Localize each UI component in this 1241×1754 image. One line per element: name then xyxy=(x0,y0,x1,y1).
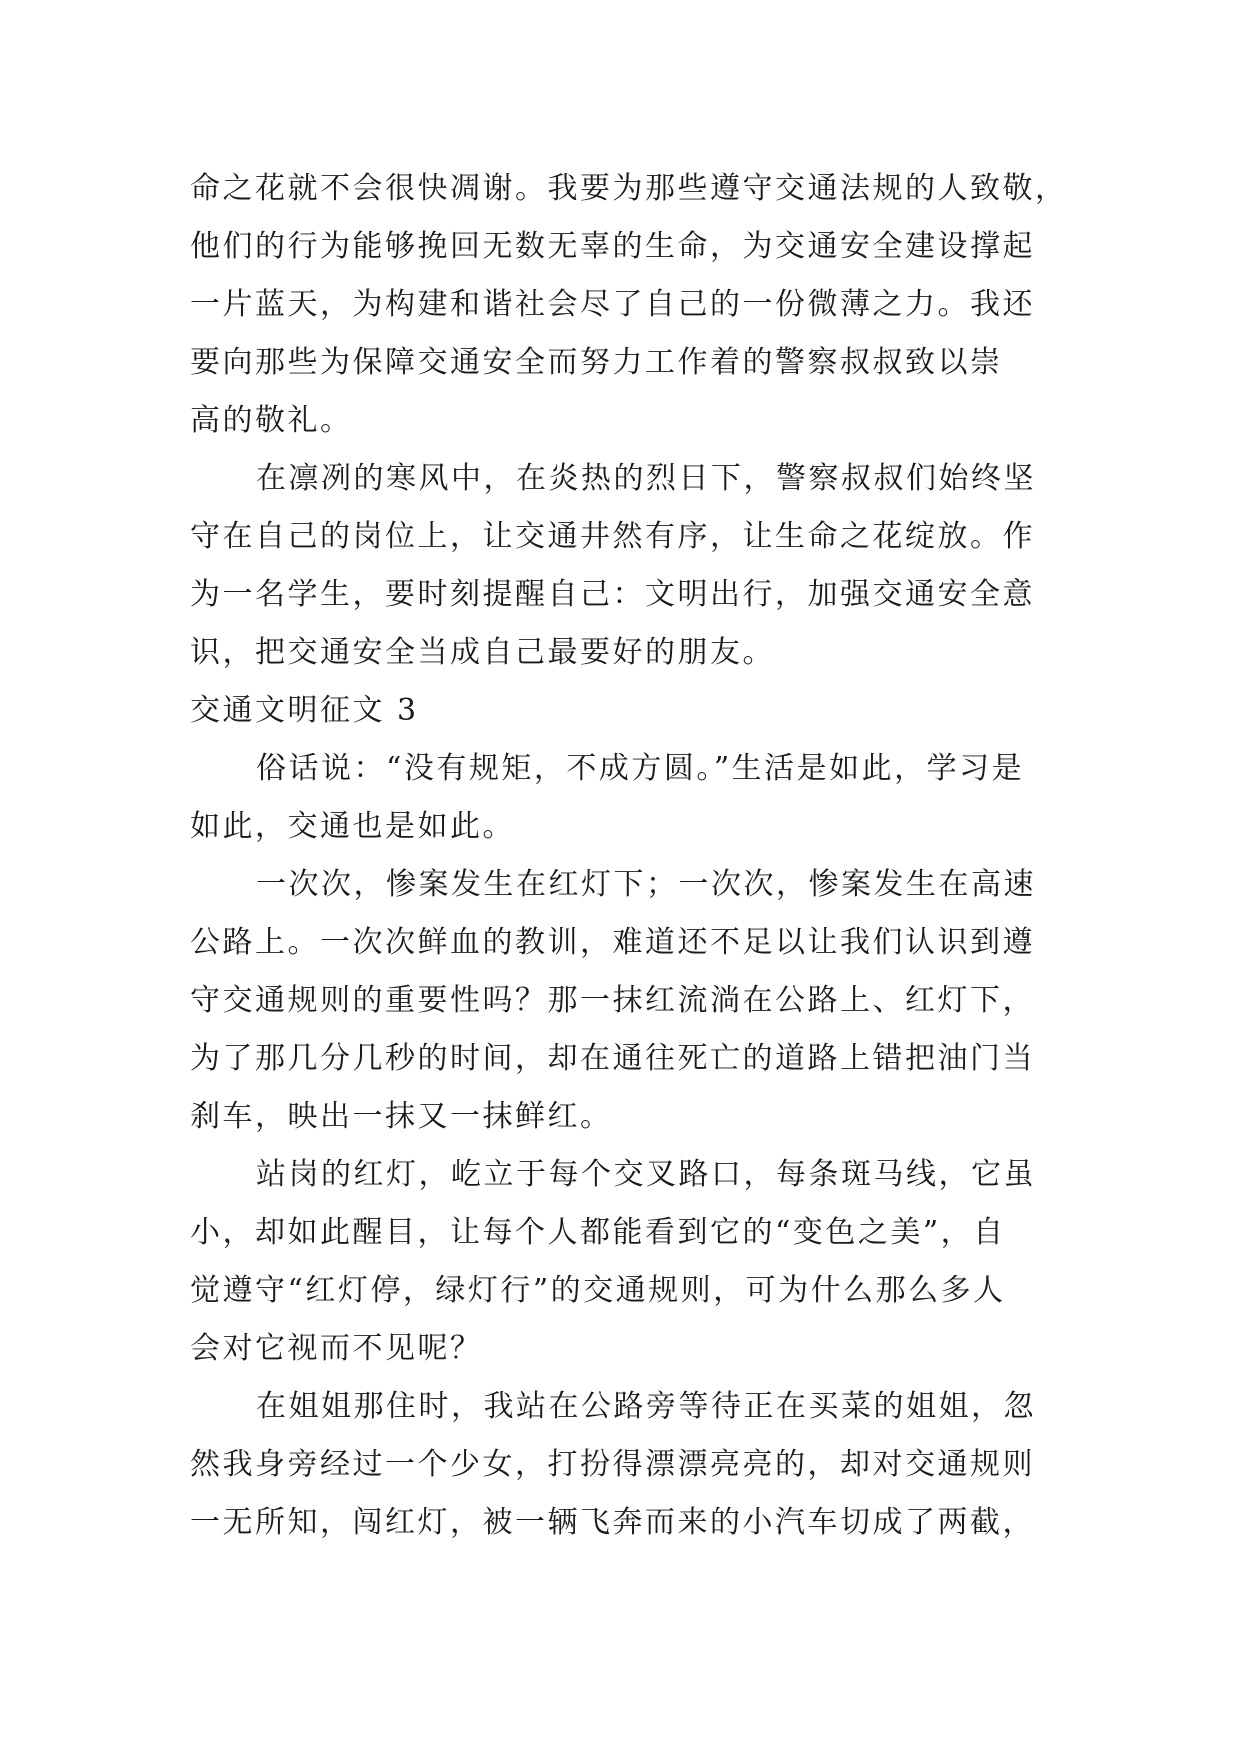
text-line: 为了那几分几秒的时间，却在通往死亡的道路上错把油门当 xyxy=(190,1041,1035,1076)
paragraph xyxy=(190,740,1085,856)
text-line: 高的敬礼。 xyxy=(190,403,353,438)
paragraph xyxy=(190,856,1085,1146)
paragraph xyxy=(190,1378,1085,1552)
text-line: 如此，交通也是如此。 xyxy=(190,809,515,844)
text-line: 刹车，映出一抹又一抹鲜红。 xyxy=(190,1099,613,1134)
text-line: 要向那些为保障交通安全而努力工作着的警察叔叔致以崇 xyxy=(190,345,1003,380)
text-line: 在凛冽的寒风中，在炎热的烈日下，警察叔叔们始终坚 xyxy=(256,461,1036,496)
text-line: 识，把交通安全当成自己最要好的朋友。 xyxy=(190,635,775,670)
text-line: 公路上。一次次鲜血的教训，难道还不足以让我们认识到遵 xyxy=(190,925,1035,960)
paragraph xyxy=(190,450,1085,682)
text-line: 一无所知，闯红灯，被一辆飞奔而来的小汽车切成了两截， xyxy=(190,1505,1035,1540)
text-line: 会对它视而不见呢？ xyxy=(190,1331,483,1366)
document-body xyxy=(190,160,1085,1552)
text-line: 命之花就不会很快凋谢。我要为那些遵守交通法规的人致敬， xyxy=(190,171,1068,206)
paragraph xyxy=(190,160,1085,450)
text-line: 守交通规则的重要性吗？那一抹红流淌在公路上、红灯下， xyxy=(190,983,1035,1018)
section-heading: 交通文明征文 3 xyxy=(190,693,419,728)
text-line: 小，却如此醒目，让每个人都能看到它的“变色之美”，自 xyxy=(190,1215,1006,1250)
text-line: 在姐姐那住时，我站在公路旁等待正在买菜的姐姐，忽 xyxy=(256,1389,1036,1424)
text-line: 觉遵守“红灯停，绿灯行”的交通规则，可为什么那么多人 xyxy=(190,1273,1006,1308)
text-line: 一片蓝天，为构建和谐社会尽了自己的一份微薄之力。我还 xyxy=(190,287,1035,322)
text-line: 站岗的红灯，屹立于每个交叉路口，每条斑马线，它虽 xyxy=(256,1157,1036,1192)
paragraph xyxy=(190,1146,1085,1378)
text-line: 然我身旁经过一个少女，打扮得漂漂亮亮的，却对交通规则 xyxy=(190,1447,1035,1482)
text-line: 一次次，惨案发生在红灯下；一次次，惨案发生在高速 xyxy=(256,867,1036,902)
text-line: 他们的行为能够挽回无数无辜的生命，为交通安全建设撑起 xyxy=(190,229,1035,264)
text-line: 俗话说：“没有规矩，不成方圆。”生活是如此，学习是 xyxy=(256,751,1025,786)
text-line: 守在自己的岗位上，让交通井然有序，让生命之花绽放。作 xyxy=(190,519,1035,554)
text-line: 为一名学生，要时刻提醒自己：文明出行，加强交通安全意 xyxy=(190,577,1035,612)
